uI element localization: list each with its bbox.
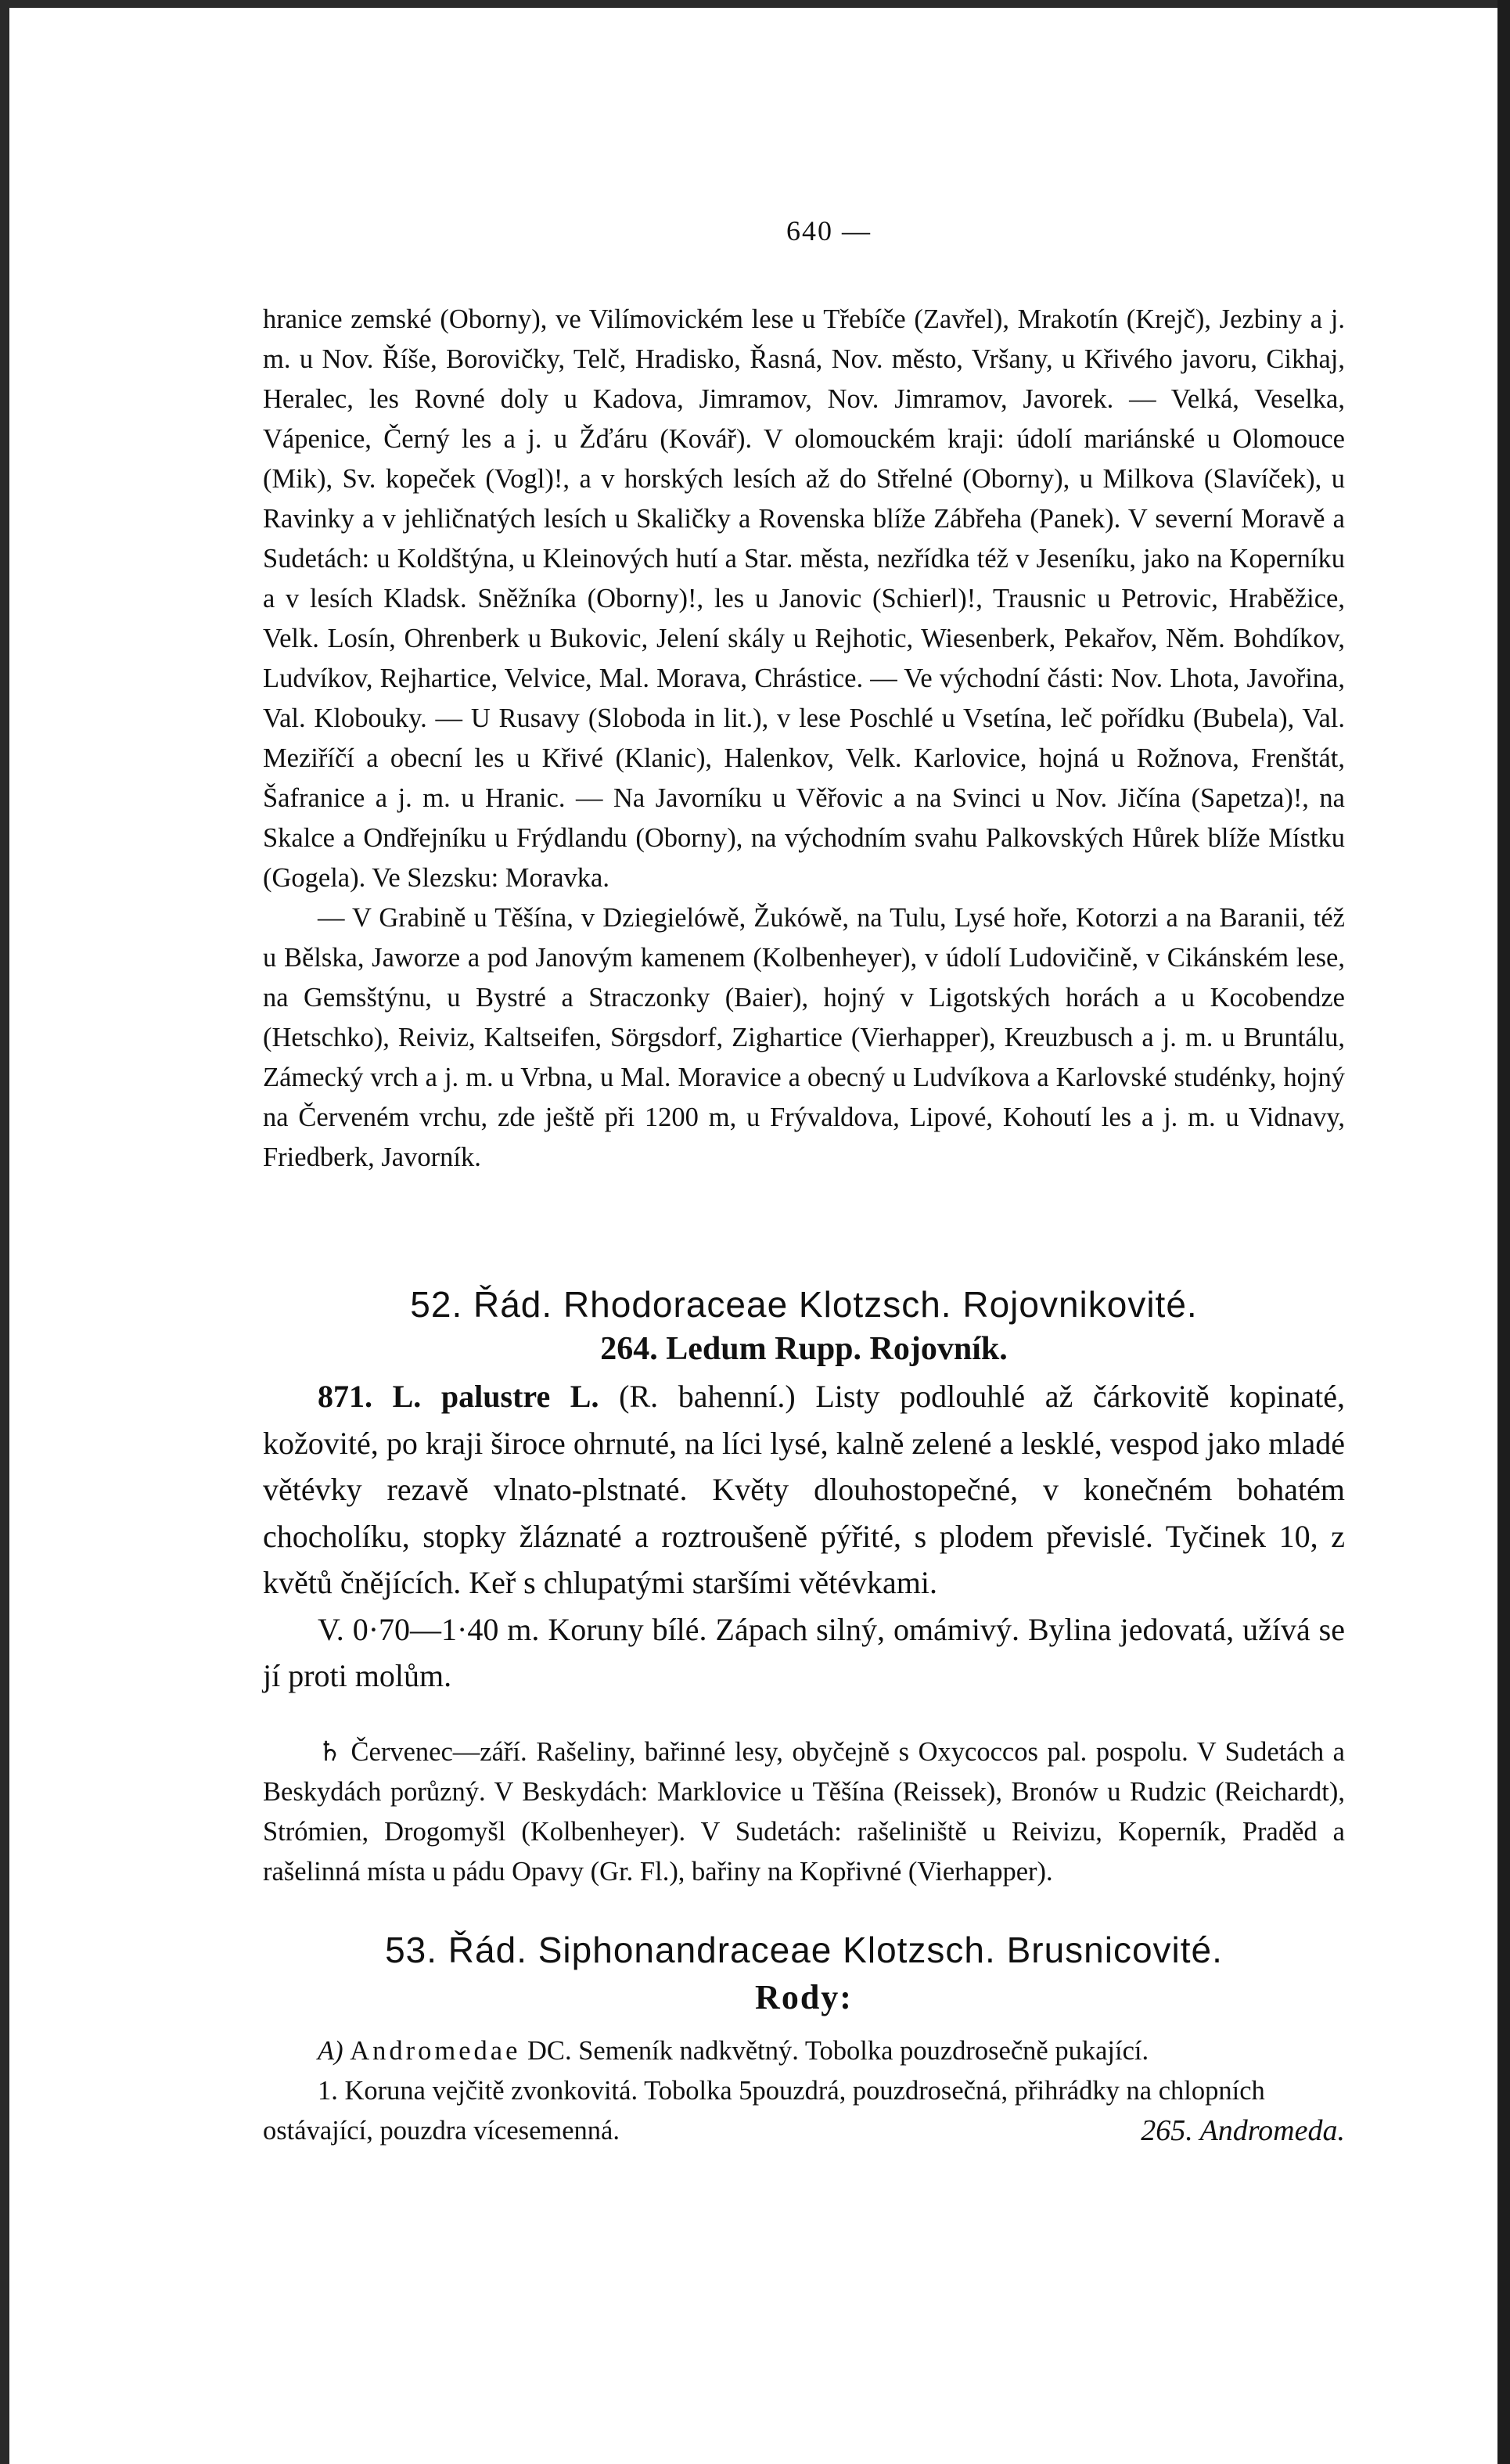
order-52-heading: 52. Řád. Rhodoraceae Klotzsch. Rojovnikovité. bbox=[410, 1284, 1198, 1325]
order-53-heading: 53. Řád. Siphonandraceae Klotzsch. Brusnicovité. bbox=[385, 1930, 1223, 1970]
species-871-description bbox=[263, 1373, 1345, 1606]
key-1-text: 1. Koruna vejčitě zvonkovitá. Tobolka 5pouzdrá, pouzdrosečná, přihrádky na chlopních ostávající, pouzdra vícesemenná. bbox=[263, 2076, 1265, 2146]
key-line-1 bbox=[263, 2071, 1345, 2151]
scan-border-top bbox=[0, 0, 1510, 8]
key-a-text: DC. Semeník nadkvětný. Tobolka pouzdrosečně pukající. bbox=[527, 2036, 1149, 2066]
key-line-a bbox=[263, 2031, 1345, 2071]
species-name: L. palustre L. bbox=[392, 1379, 599, 1414]
scan-border-right bbox=[1497, 0, 1510, 2464]
key-1-reference: 265. Andromeda. bbox=[1141, 2114, 1345, 2147]
species-description: Listy podlouhlé až čárkovitě kopinaté, kožovité, po kraji široce ohrnuté, na líci lysé, kalně zelené a lesklé, vespod jako mladé větévky rezavě vlnato-plstnaté. Květy dlouhostopečné, v konečném bohatém chocholíku, stopky žláznaté a roztroušeně pýřité, s plodem převislé. Tyčinek 10, z květů čnějících. Keř s chlupatými staršími větévkami. bbox=[263, 1379, 1346, 1600]
species-size-line: V. 0·70—1·40 m. Koruny bílé. Zápach silný, omámivý. Bylina jedovatá, užívá se jí proti molům. bbox=[263, 1611, 1345, 1693]
species-871-habitat bbox=[263, 1732, 1345, 1892]
distribution-paragraph: hranice zemské (Oborny), ve Vilímovickém lese u Třebíče (Zavřel), Mrakotín (Krejč), Jezbiny a j. m. u Nov. Říše, Borovičky, Telč, Hradisko, Řasná, Nov. město, Vršany, u Křivého javoru, Cikhaj, Heralec, les Rovné doly u Kadova, Jimramov, Nov. Jimramov, Javorek. — Velká, Veselka, Vápenice, Černý les a j. u Žďáru (Kovář). V olomouckém kraji: údolí mariánské u Olomouce (Mik), Sv. kopeček (Vogl)!, a v horských lesích až do Střelné (Oborny), u Milkova (Slavíček), u Ravinky a v jehličnatých lesích u Skaličky a Rovenska blíže Zábřeha (Panek). V severní Moravě a Sudetách: u Koldštýna, u Kleinových hutí a Star. města, nezřídka též v Jeseníku, jako na Koperníku a v lesích Kladsk. Sněžníka (Oborny)!, les u Janovic (Schierl)!, Trausnic u Petrovic, Hraběžice, Velk. Losín, Ohrenberk u Bukovic, Jelení skály u Rejhotic, Wiesenberk, Pekařov, Něm. Bohdíkov, Ludvíkov, Rejhartice, Velvice, Mal. Morava, Chrástice. — Ve východní části: Nov. Lhota, Javořina, Val. Klobouky. — U Rusavy (Sloboda in lit.), v lese Poschlé u Vsetína, leč pořídku (Bubela), Val. Meziříčí a obecní les u Křivé (Klanic), Halenkov, Velk. Karlovice, hojná u Rožnova, Frenštát, Šafranice a j. m. u Hranic. — Na Javorníku u Věřovic a na Svinci u Nov. Jičína (Sapetza)!, na Skalce a Ondřejníku u Frýdlandu (Oborny), na východním svahu Palkovských Hůrek blíže Místku (Gogela). Ve Slezsku: Moravka. bbox=[263, 304, 1345, 893]
species-number: 871. bbox=[318, 1379, 372, 1414]
species-common-name: (R. bahenní.) bbox=[619, 1379, 796, 1414]
distribution-paragraph: — V Grabině u Těšína, v Dziegielówě, Žukówě, na Tulu, Lysé hoře, Kotorzi a na Baranii, též u Bělska, Jaworze a pod Janovým kamenem (Kolbenheyer), v údolí Ludovičině, v Cikánském lese, na Gemsštýnu, u Bystré a Straczonky (Baier), hojný v Ligotských horách a u Kocobendze (Hetschko), Reiviz, Kaltseifen, Sörgsdorf, Zighartice (Vierhapper), Kreuzbusch a j. m. u Bruntálu, Zámecký vrch a j. m. u Vrbna, u Mal. Moravice a obecný u Ludvíkova a Karlovské studénky, hojný na Červeném vrchu, zde ještě při 1200 m, u Frývaldova, Lipové, Kohoutí les a j. m. u Vidnavy, Friedberk, Javorník. bbox=[263, 903, 1345, 1172]
genus-264-heading: 264. Ledum Rupp. Rojovník. bbox=[600, 1331, 1008, 1367]
species-871-block bbox=[263, 1373, 1345, 1700]
key-a-label: A) bbox=[318, 2036, 343, 2066]
key-a-genus: Andromedae bbox=[350, 2036, 521, 2066]
genus-key bbox=[263, 2031, 1345, 2151]
habitat-text: Červenec—září. Rašeliny, bařinné lesy, obyčejně s Oxycoccos pal. pospolu. V Sudetách a Beskydách porůzný. V Beskydách: Marklovice u Těšína (Reissek), Bronów u Rudzic (Reichardt), Strómien, Drogomyšl (Kolbenheyer). V Sudetách: rašeliniště u Reivizu, Koperník, Praděd a rašelinná místa u pádu Opavy (Gr. Fl.), bařiny na Kopřivné (Vierhapper). bbox=[263, 1737, 1345, 1887]
scan-border-left bbox=[0, 0, 9, 2464]
perennial-symbol-icon: ♄ bbox=[318, 1737, 342, 1767]
page-number: 640 — bbox=[786, 215, 872, 246]
distribution-text bbox=[263, 300, 1345, 1178]
rody-heading: Rody: bbox=[755, 1978, 853, 2016]
